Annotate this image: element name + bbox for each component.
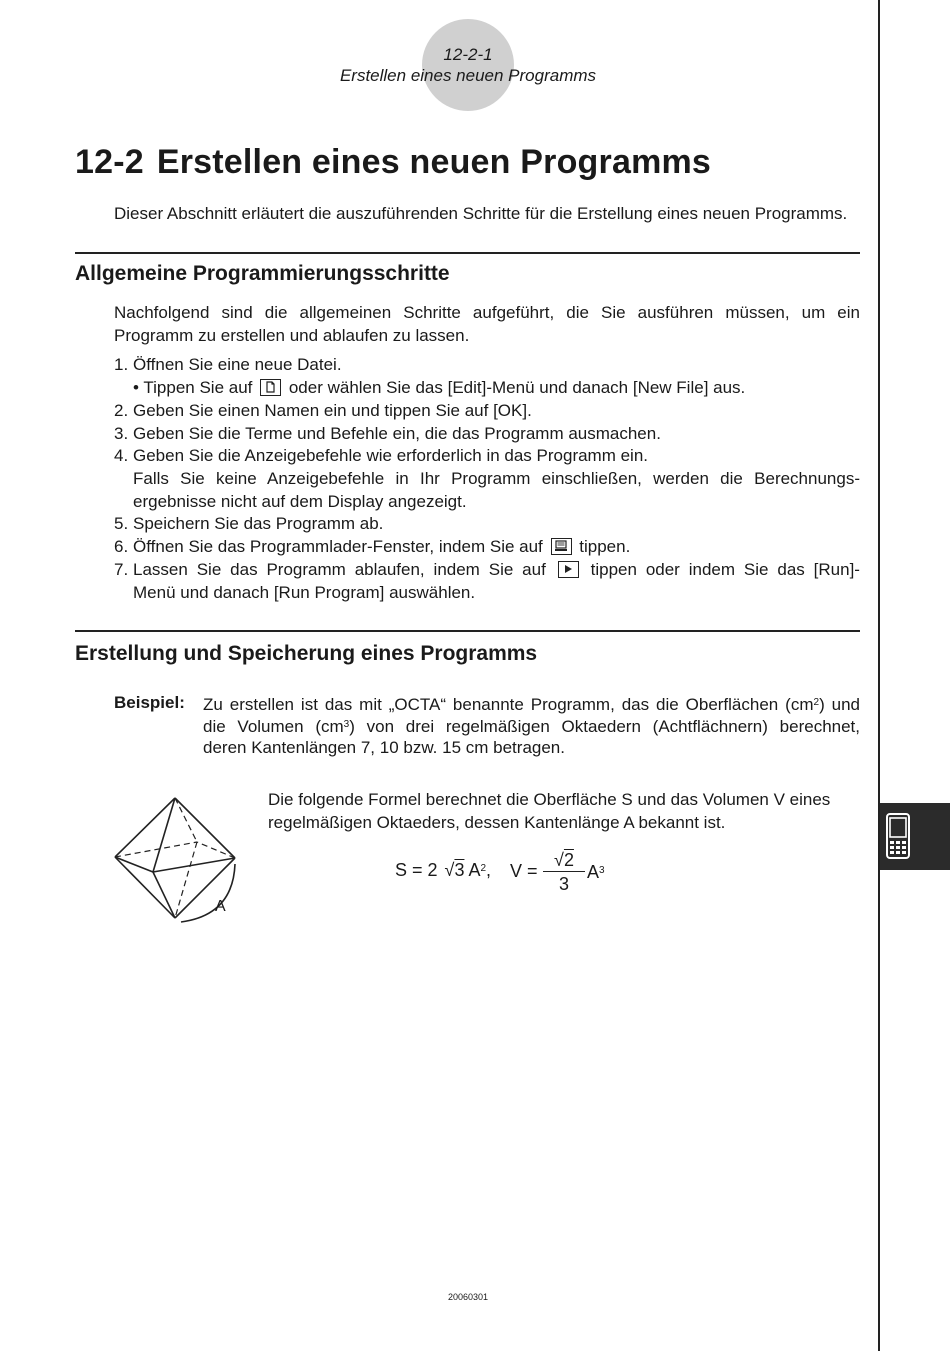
step-text: Tippen Sie auf	[143, 378, 253, 397]
chapter-intro: Dieser Abschnitt erläutert die auszuführenden Schritte für die Erstellung eines neuen Programms.	[114, 204, 848, 223]
formula-v-var	[587, 860, 605, 884]
step-2	[114, 400, 532, 423]
formula-v-label: V =	[510, 861, 538, 881]
step-text: Speichern Sie das Programm ab.	[133, 514, 384, 533]
formula-variable: A	[468, 860, 481, 880]
step-5	[114, 513, 383, 536]
bullet: •	[133, 378, 139, 397]
example-line1	[203, 692, 860, 717]
example-text: ) von drei regelmäßigen Oktaedern (Achtflächnern) berechnet,	[349, 717, 860, 736]
example-text: die Volumen (cm	[203, 717, 344, 736]
step-4-note-line1: Falls Sie keine Anzeigebefehle in Ihr Programm einschließen, werden die Berechnungs-	[133, 469, 860, 488]
step-number: 5.	[114, 514, 129, 533]
separator: ,	[486, 860, 492, 880]
run-icon	[558, 561, 579, 578]
example-label: Beispiel:	[114, 693, 185, 712]
step-number: 6.	[114, 537, 129, 556]
example-line2	[203, 714, 860, 739]
formula-s	[395, 860, 491, 881]
step-text: tippen oder indem Sie das [Run]-	[590, 560, 860, 579]
step-1	[114, 354, 342, 377]
step-6	[114, 536, 630, 559]
footer-code: 20060301	[447, 1292, 489, 1302]
example-text: Zu erstellen ist das mit „OCTA“ benannte Programm, das die Oberflächen (cm	[203, 695, 814, 714]
fraction-denominator: 3	[558, 874, 569, 894]
radicand: 2	[563, 850, 574, 870]
example-text: ) und	[819, 695, 860, 714]
section-rule	[75, 252, 860, 254]
step-4-note-line2: ergebnisse nicht auf dem Display angezeigt.	[133, 492, 467, 511]
step-text: Lassen Sie das Programm ablaufen, indem Sie auf	[133, 560, 546, 579]
step-number: 3.	[114, 424, 129, 443]
section-intro-line1: Nachfolgend sind die allgemeinen Schritte aufgeführt, die Sie ausführen müssen, um ein	[114, 303, 860, 322]
header-circle	[422, 19, 514, 111]
step-number: 1.	[114, 355, 129, 374]
fraction-numerator	[543, 850, 585, 871]
example-line3: deren Kantenlängen 7, 10 bzw. 15 cm betragen.	[203, 738, 565, 757]
page-edge-rule	[878, 0, 880, 1351]
chapter-number: 12-2	[75, 143, 144, 181]
step-7	[114, 559, 860, 582]
step-number: 4.	[114, 446, 129, 465]
step-3	[114, 423, 661, 446]
chapter-title	[75, 143, 711, 182]
formula-variable: A	[587, 862, 600, 882]
calculator-icon	[886, 813, 910, 859]
superscript: 3	[343, 719, 350, 730]
superscript: 2	[813, 697, 820, 708]
chapter-tab	[880, 803, 950, 870]
new-file-icon	[260, 379, 281, 396]
step-text: tippen.	[579, 537, 631, 556]
step-text: Öffnen Sie das Programmlader-Fenster, indem Sie auf	[133, 537, 543, 556]
figure-label: A	[215, 898, 226, 915]
program-loader-icon	[551, 538, 572, 555]
step-text: Geben Sie die Terme und Befehle ein, die das Programm ausmachen.	[133, 424, 661, 443]
step-text: Öffnen Sie eine neue Datei.	[133, 355, 342, 374]
step-1-bullet	[133, 377, 745, 400]
formula-text: S = 2	[395, 860, 438, 880]
fraction-bar	[543, 871, 585, 872]
step-7-line2: Menü und danach [Run Program] auswählen.	[133, 583, 476, 602]
step-number: 7.	[114, 560, 129, 579]
exponent: 3	[599, 865, 605, 876]
step-text: Geben Sie die Anzeigebefehle wie erforderlich in das Programm ein.	[133, 446, 649, 465]
exponent: 2	[480, 863, 487, 874]
step-number: 2.	[114, 401, 129, 420]
step-text: Geben Sie einen Namen ein und tippen Sie auf [OK].	[133, 401, 532, 420]
octahedron-figure	[105, 790, 245, 930]
sqrt-symbol: √	[444, 860, 455, 880]
sqrt-symbol: √	[554, 850, 564, 870]
step-4	[114, 445, 648, 468]
formula-intro-line2: regelmäßigen Oktaeders, dessen Kantenlänge A bekannt ist.	[268, 813, 726, 832]
chapter-title-text: Erstellen eines neuen Programms	[156, 143, 712, 181]
section-intro-line2: Programm zu erstellen und ablaufen zu lassen.	[114, 326, 470, 345]
radicand: 3	[454, 860, 465, 880]
section-heading: Allgemeine Programmierungsschritte	[75, 262, 450, 285]
formula-intro-line1: Die folgende Formel berechnet die Oberfläche S und das Volumen V eines	[268, 790, 831, 809]
step-text: oder wählen Sie das [Edit]-Menü und danach [New File] aus.	[288, 378, 746, 397]
section-rule	[75, 630, 860, 632]
page-number: 12-2-1	[443, 45, 493, 64]
running-title: Erstellen eines neuen Programms	[339, 66, 597, 85]
section-heading: Erstellung und Speicherung eines Programms	[75, 642, 538, 665]
